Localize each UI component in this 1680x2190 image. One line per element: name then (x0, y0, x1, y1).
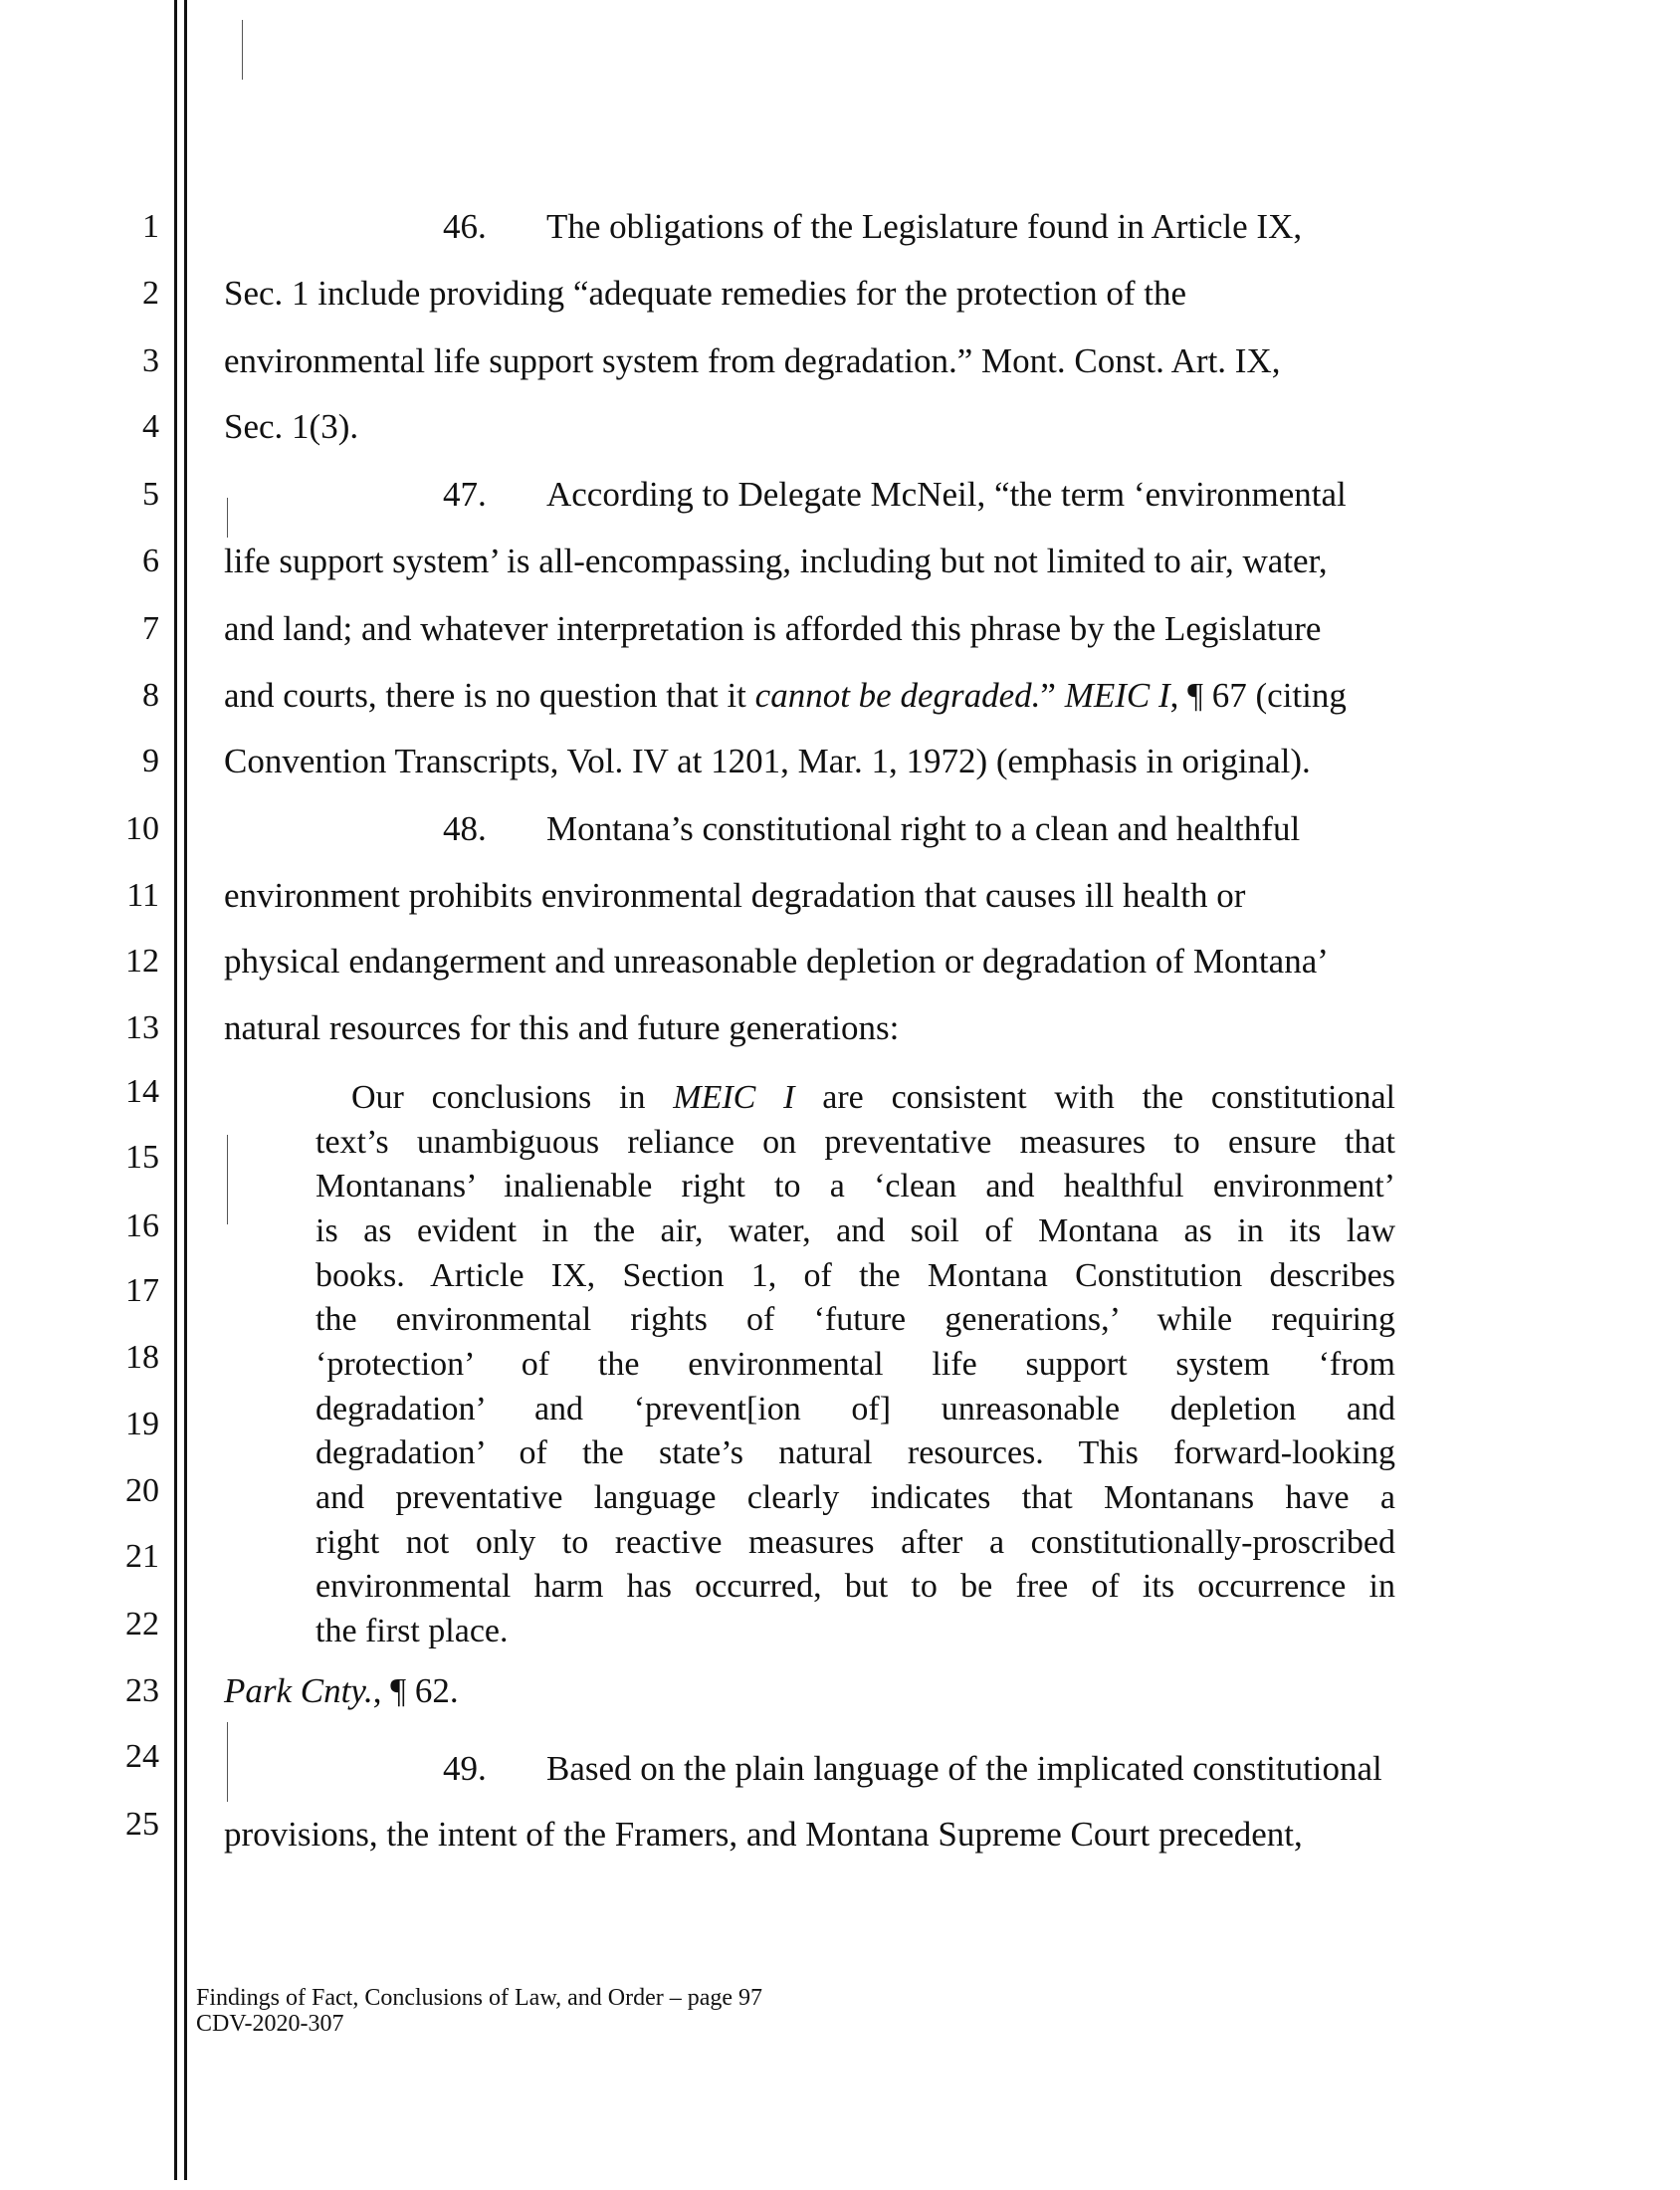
line-number: 19 (125, 1406, 159, 1442)
text-line: environmental life support system from degradation.” Mont. Const. Art. IX, (224, 341, 1281, 380)
quote-line: is as evident in the air, water, and soil of Montana as in its law (315, 1212, 1395, 1249)
quote-line: ‘protection’ of the environmental life support system ‘from (315, 1346, 1395, 1383)
quote-line: degradation’ of the state’s natural resources. This forward-looking (315, 1434, 1395, 1471)
scan-artifact (227, 1135, 228, 1224)
case-number: CDV-2020-307 (196, 2011, 344, 2037)
line-number: 21 (125, 1538, 159, 1575)
line-number: 3 (142, 342, 159, 379)
line-number: 16 (125, 1207, 159, 1244)
text-line: physical endangerment and unreasonable depletion or degradation of Montana’ (224, 942, 1329, 981)
line-number: 20 (125, 1472, 159, 1509)
text-segment: , ¶ 62. (372, 1671, 459, 1710)
text-segment: are consistent with the constitutional (794, 1079, 1396, 1116)
text-segment: , ¶ 67 (citing (1169, 676, 1347, 715)
footer-title: Findings of Fact, Conclusions of Law, and Order – page 97 (196, 1985, 763, 2011)
margin-rule-right (184, 0, 187, 2180)
line-number: 2 (142, 275, 159, 312)
text-line: natural resources for this and future generations: (224, 1008, 900, 1047)
text-line: and land; and whatever interpretation is afforded this phrase by the Legislature (224, 609, 1322, 648)
quote-line: environmental harm has occurred, but to be free of its occurrence in (315, 1568, 1395, 1605)
quote-line: degradation’ and ‘prevent[ion of] unreasonable depletion and (315, 1391, 1395, 1427)
line-number: 15 (125, 1139, 159, 1176)
margin-rule-left (174, 0, 177, 2180)
text-line: Based on the plain language of the implicated constitutional (546, 1749, 1382, 1788)
scan-artifact (227, 1722, 228, 1802)
text-line: The obligations of the Legislature found in Article IX, (546, 207, 1303, 246)
quote-line: and preventative language clearly indicates that Montanans have a (315, 1479, 1395, 1516)
case-citation: Park Cnty. (224, 1671, 373, 1710)
text-segment: and courts, there is no question that it (224, 676, 755, 715)
quote-line: text’s unambiguous reliance on preventative measures to ensure that (315, 1124, 1395, 1161)
text-line: According to Delegate McNeil, “the term ‘environmental (546, 475, 1347, 514)
quote-line (315, 1078, 1395, 1118)
text-line: Sec. 1(3). (224, 407, 359, 446)
line-number: 6 (142, 543, 159, 579)
scan-artifact (227, 498, 228, 538)
quote-line: the first place. (315, 1613, 509, 1649)
line-number: 23 (125, 1672, 159, 1709)
paragraph-number: 46. (443, 207, 487, 246)
line-number: 4 (142, 408, 159, 445)
quote-line: the environmental rights of ‘future generations,’ while requiring (315, 1301, 1395, 1338)
text-line: provisions, the intent of the Framers, and Montana Supreme Court precedent, (224, 1815, 1303, 1854)
line-number: 25 (125, 1806, 159, 1843)
text-line: Sec. 1 include providing “adequate remedies for the protection of the (224, 274, 1187, 313)
line-number: 24 (125, 1738, 159, 1775)
line-number: 14 (125, 1073, 159, 1110)
scan-artifact (242, 20, 243, 80)
line-number: 8 (142, 677, 159, 714)
line-number: 9 (142, 743, 159, 779)
case-citation: MEIC I (673, 1079, 795, 1116)
line-number: 1 (142, 208, 159, 245)
paragraph-number: 48. (443, 809, 487, 848)
quote-citation (224, 1671, 459, 1711)
text-line (224, 676, 1347, 716)
text-segment: Our conclusions in (351, 1079, 674, 1116)
emphasis-text: cannot be degraded. (754, 676, 1041, 715)
paragraph-number: 47. (443, 475, 487, 514)
paragraph-number: 49. (443, 1749, 487, 1788)
line-number: 17 (125, 1272, 159, 1309)
line-number: 18 (125, 1339, 159, 1376)
line-number: 5 (142, 476, 159, 513)
quote-line: Montanans’ inalienable right to a ‘clean and healthful environment’ (315, 1168, 1395, 1204)
line-number: 22 (125, 1606, 159, 1642)
text-line: Montana’s constitutional right to a clean and healthful (546, 809, 1301, 848)
line-number: 11 (126, 877, 159, 914)
quote-line: books. Article IX, Section 1, of the Montana Constitution describes (315, 1257, 1395, 1294)
text-segment: ” (1040, 676, 1065, 715)
text-line: life support system’ is all-encompassing, including but not limited to air, water, (224, 542, 1328, 580)
line-number: 13 (125, 1009, 159, 1046)
text-line: environment prohibits environmental degradation that causes ill health or (224, 876, 1246, 915)
line-number: 12 (125, 943, 159, 980)
quote-line: right not only to reactive measures after a constitutionally-proscribed (315, 1524, 1395, 1561)
line-number: 10 (125, 810, 159, 847)
text-line: Convention Transcripts, Vol. IV at 1201, Mar. 1, 1972) (emphasis in original). (224, 742, 1311, 780)
case-citation: MEIC I (1064, 676, 1170, 715)
line-number: 7 (142, 610, 159, 647)
